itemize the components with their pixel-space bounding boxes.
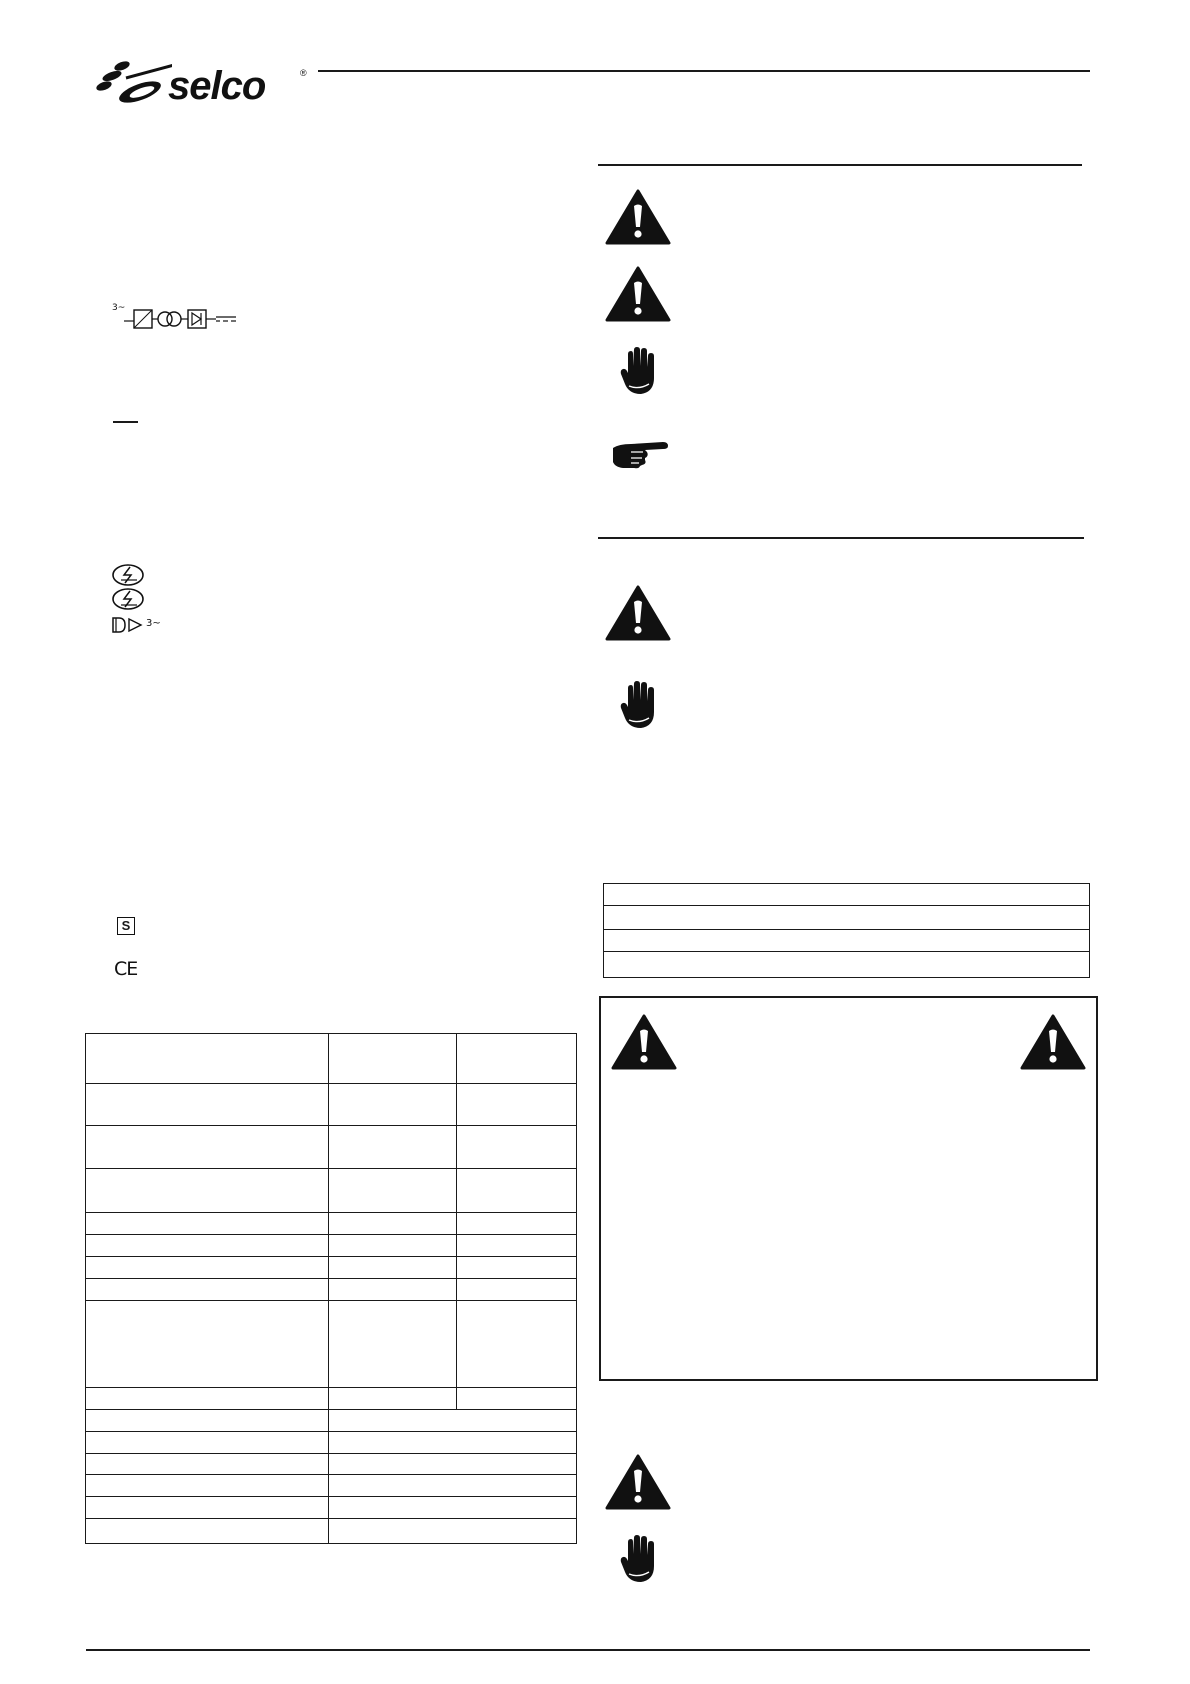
- s-mark-box: [117, 917, 135, 935]
- warning-triangle-icon: [1019, 1013, 1087, 1071]
- brand-logo-text: selco: [168, 64, 266, 108]
- stop-hand-icon: [619, 1534, 659, 1586]
- inverter-block-diagram: [112, 306, 240, 330]
- stop-hand-icon: [619, 680, 659, 732]
- dc-symbol-bar: [113, 421, 138, 423]
- three-phase-label-2: 3~: [146, 618, 161, 629]
- table-row: [86, 1235, 577, 1257]
- stop-hand-icon: [619, 346, 659, 398]
- table-row: [86, 1034, 577, 1084]
- warning-triangle-icon: [604, 1453, 672, 1511]
- warning-triangle-icon: [604, 584, 672, 642]
- table-row: [604, 906, 1090, 930]
- registered-mark: ®: [300, 68, 307, 78]
- warning-triangle-icon: [604, 265, 672, 323]
- table-row: [86, 1301, 577, 1388]
- pointing-hand-icon: [609, 438, 671, 470]
- plug-input-icon: [111, 616, 145, 639]
- table-row: [86, 1084, 577, 1126]
- table-row: [86, 1388, 577, 1410]
- three-phase-label: 3~: [112, 303, 126, 313]
- table-row: [86, 1454, 577, 1475]
- protection-circle-icon-2: [111, 588, 145, 615]
- footer-rule: [86, 1649, 1090, 1651]
- table-row: [86, 1410, 577, 1432]
- table-row: [86, 1126, 577, 1169]
- table-row: [86, 1432, 577, 1454]
- info-table: [603, 883, 1090, 978]
- section-rule-1: [598, 164, 1082, 166]
- ce-mark: CE: [114, 958, 138, 980]
- table-row: [86, 1279, 577, 1301]
- protection-circle-icon-1: [111, 564, 145, 591]
- specifications-table: [85, 1033, 577, 1544]
- section-rule-2: [598, 537, 1084, 539]
- header-rule: [318, 70, 1090, 72]
- table-row: [86, 1519, 577, 1544]
- table-row: [604, 884, 1090, 906]
- table-row: [604, 952, 1090, 978]
- table-row: [604, 930, 1090, 952]
- warning-triangle-icon: [604, 188, 672, 246]
- logo-swoosh-icon: [92, 48, 172, 108]
- table-row: [86, 1169, 577, 1213]
- table-row: [86, 1213, 577, 1235]
- table-row: [86, 1497, 577, 1519]
- s-mark-label: S: [121, 918, 131, 933]
- table-row: [86, 1475, 577, 1497]
- table-row: [86, 1257, 577, 1279]
- warning-triangle-icon: [610, 1013, 678, 1071]
